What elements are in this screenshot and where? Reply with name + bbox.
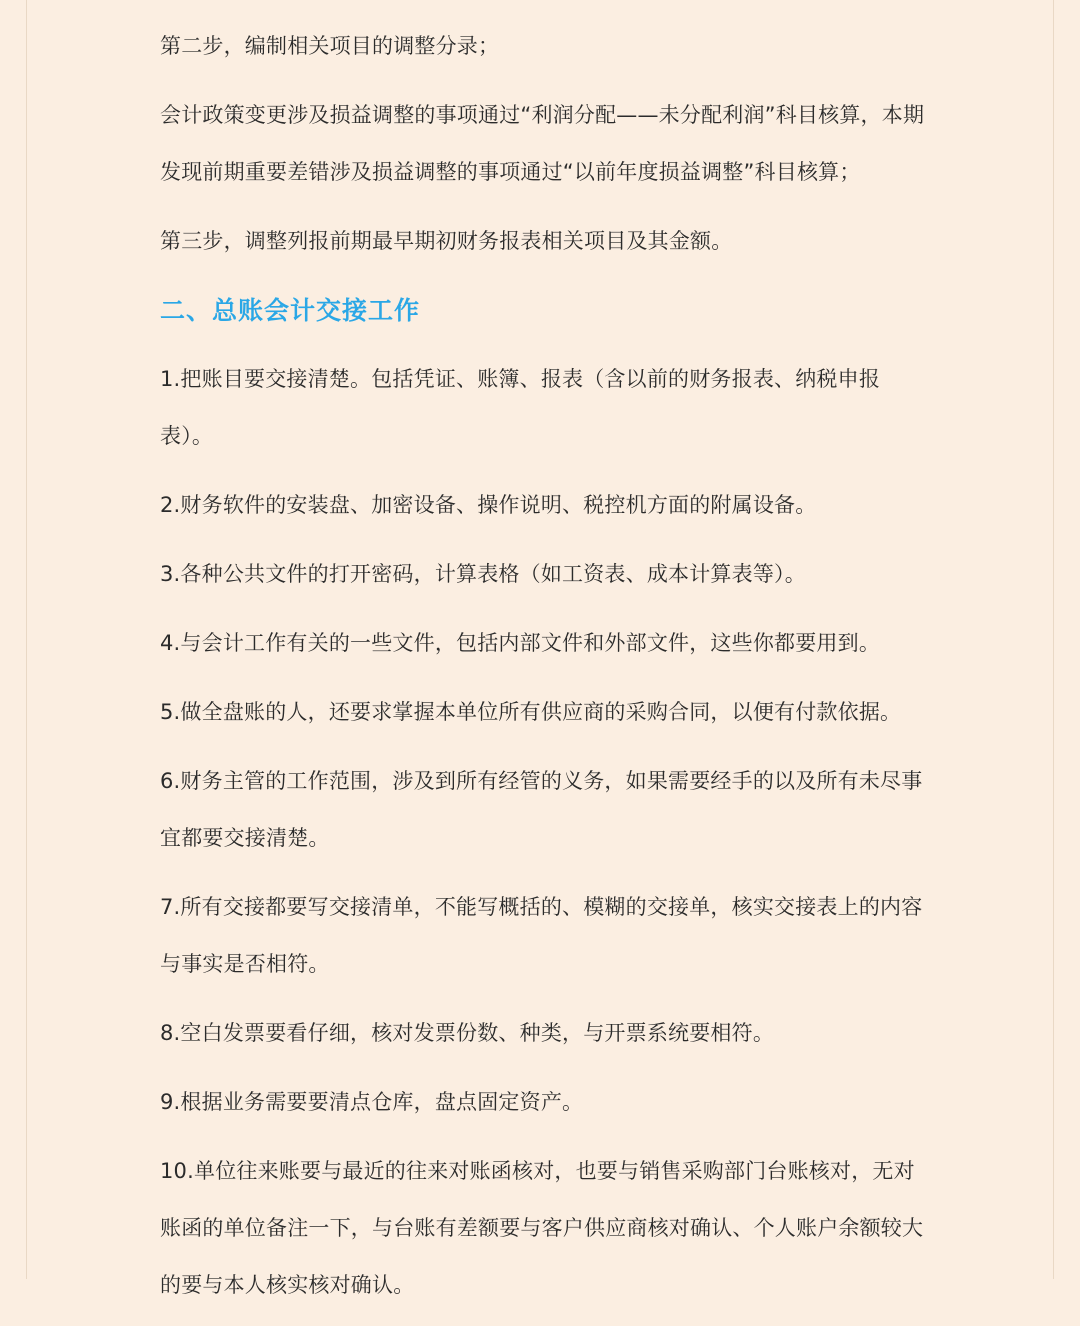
page-border-left xyxy=(26,0,27,1279)
section-heading: 二、总账会计交接工作 xyxy=(160,296,421,325)
list-item: 6.财务主管的工作范围，涉及到所有经管的义务，如果需要经手的以及所有未尽事宜都要交接清楚。 xyxy=(160,769,923,850)
article-body xyxy=(160,18,930,1326)
paragraph-step-three: 第三步，调整列报前期最早期初财务报表相关项目及其金额。 xyxy=(160,229,733,253)
list-item: 2.财务软件的安装盘、加密设备、操作说明、税控机方面的附属设备。 xyxy=(160,493,817,517)
paragraph-policy-change: 会计政策变更涉及损益调整的事项通过“利润分配——未分配利润”科目核算，本期发现前期重要差错涉及损益调整的事项通过“以前年度损益调整”科目核算； xyxy=(160,103,925,184)
paragraph-step-two: 第二步，编制相关项目的调整分录； xyxy=(160,34,500,58)
list-item: 8.空白发票要看仔细，核对发票份数、种类，与开票系统要相符。 xyxy=(160,1021,775,1045)
list-item: 3.各种公共文件的打开密码，计算表格（如工资表、成本计算表等）。 xyxy=(160,562,806,586)
list-item: 7.所有交接都要写交接清单，不能写概括的、模糊的交接单，核实交接表上的内容与事实是否相符。 xyxy=(160,895,923,976)
list-item: 9.根据业务需要要清点仓库，盘点固定资产。 xyxy=(160,1090,584,1114)
page-border-right xyxy=(1053,0,1054,1279)
list-item: 4.与会计工作有关的一些文件，包括内部文件和外部文件，这些你都要用到。 xyxy=(160,631,881,655)
list-item: 1.把账目要交接清楚。包括凭证、账簿、报表（含以前的财务报表、纳税申报表）。 xyxy=(160,367,881,448)
list-item: 10.单位往来账要与最近的往来对账函核对，也要与销售采购部门台账核对，无对账函的单位备注一下，与台账有差额要与客户供应商核对确认、个人账户余额较大的要与本人核实核对确认。 xyxy=(160,1159,924,1297)
list-item: 5.做全盘账的人，还要求掌握本单位所有供应商的采购合同，以便有付款依据。 xyxy=(160,700,902,724)
